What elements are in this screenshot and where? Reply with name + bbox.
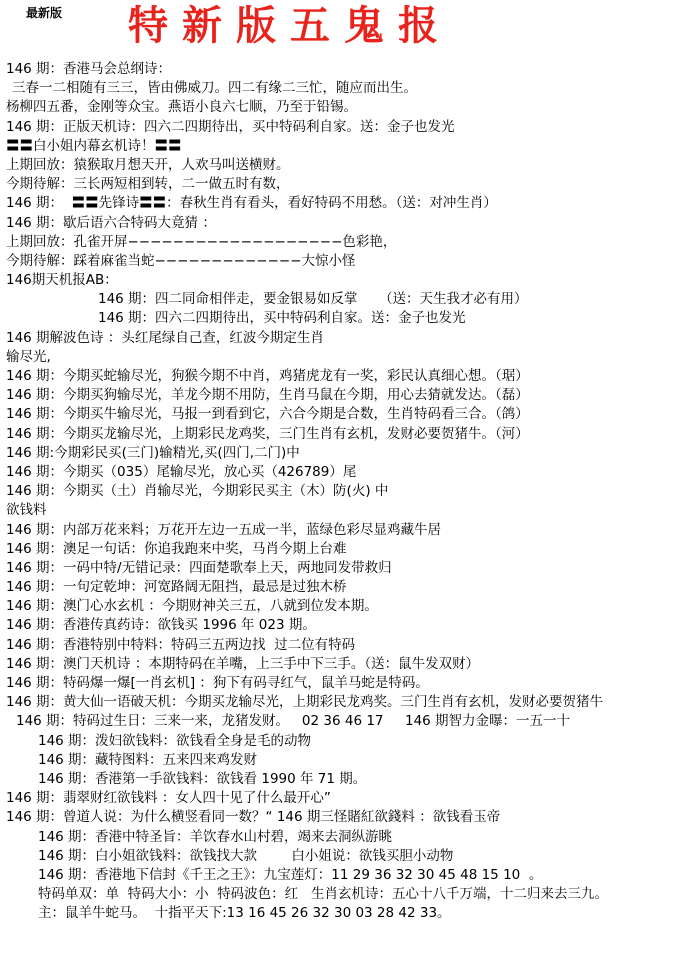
text-line-content: 146 期：歇后语六合特码大竟猜 ： (6, 214, 216, 231)
text-line-content: 146期天机报AB： (6, 272, 118, 289)
text-line-content: 146 期：香港传真药诗：欲钱买 1996 年 023 期。 (6, 617, 316, 634)
text-line-content: 今期待解：三长两短相到转，二一做五时有数， (6, 176, 290, 193)
text-line-content: 146 期：白小姐欲钱料：欲钱找大款 白小姐说：欲钱买胆小动物 (38, 847, 454, 864)
text-line (0, 885, 689, 904)
text-line-content: 146 期解波色诗 ：头红尾绿自己查，红波今期定生肖 (6, 329, 324, 346)
text-line (0, 712, 689, 731)
text-line-content: 146 期：今期买狗输尽光，羊龙今期不用防，生肖马鼠在今期，用心去猜就发达。（磊） (6, 387, 529, 404)
text-line-content: 146 期：四二同命相伴走，要金银易如反掌 （送：天生我才必有用） (98, 291, 528, 308)
text-line-content: 欲钱料 (6, 502, 47, 519)
text-line (0, 79, 689, 98)
text-line (0, 616, 689, 635)
text-line (0, 751, 689, 770)
text-line-content: 146 期：今期买龙输尽光，上期彩民龙鸡奖，三门生肖有玄机，发财必要贺猪牛。（河） (6, 425, 529, 442)
text-line (0, 847, 689, 866)
text-line (0, 252, 689, 271)
text-line (0, 808, 689, 827)
text-line-content: 146 期： 〓〓先锋诗〓〓：春秋生肖有看头，看好特码不用愁。（送：对冲生肖） (6, 195, 497, 212)
text-line-content: 〓〓白小姐内幕玄机诗！〓〓 (6, 137, 182, 154)
text-line-content: 146 期：香港第一手欲钱料：欲钱看 1990 年 71 期。 (38, 770, 367, 787)
text-line (0, 118, 689, 137)
text-line-content: 146 期：正版天机诗：四六二四期待出，买中特码利自家。送：金子也发光 (6, 118, 455, 135)
text-line (0, 501, 689, 520)
text-line-content: 上期回放：孔雀开屏−−−−−−−−−−−−−−−−−−−色彩艳， (6, 233, 397, 250)
text-line-content: 146 期:今期彩民买(三门)输精光,买(四门,二门)中 (6, 444, 300, 461)
text-line-content: 146 期：内部万花来料；万花开左边一五成一半，蓝绿色彩尽显鸡藏牛居 (6, 521, 442, 538)
text-line (0, 674, 689, 693)
text-line-content: 146 期：澳门心水玄机 ：今期财神关三五，八就到位发本期。 (6, 598, 378, 615)
text-line (0, 482, 689, 501)
text-line (0, 214, 689, 233)
text-line-content: 杨柳四五番，金刚等众宝。燕语小良六七顺，乃至于铅锡。 (6, 99, 357, 116)
text-line (0, 732, 689, 751)
text-line (0, 175, 689, 194)
text-line (0, 137, 689, 156)
text-line-content: 146 期：一句定乾坤：河宽路阔无阻挡，最忌是过独木桥 (6, 579, 347, 596)
text-line (0, 597, 689, 616)
text-line (0, 309, 689, 328)
text-line-content: 三春一二相随有三三，皆由佛威刀。四二有缘二三忙，随应而出生。 (12, 80, 417, 97)
text-line (0, 521, 689, 540)
content-body (0, 60, 689, 923)
text-line (0, 540, 689, 559)
header (0, 0, 689, 62)
text-line-content: 146 期：黄大仙一语破天机：今期买龙输尽光，上期彩民龙鸡奖。三门生肖有玄机，发财必要贺猪牛 (6, 694, 604, 711)
text-line-content: 今期待解：踩着麻雀当蛇−−−−−−−−−−−−−大惊小怪 (6, 252, 356, 269)
text-line-content: 146 期：一码中特/无错记录：四面楚歌奉上天，两地同发带救归 (6, 559, 392, 576)
text-line (0, 770, 689, 789)
text-line-content: 146 期：特码爆一爆[一肖玄机] ：狗下有码寻红气，鼠羊马蛇是特码。 (6, 675, 429, 691)
text-line-content: 146 期：香港中特圣旨：羊饮春水山村碧，竭来去洞纵游眺 (38, 828, 393, 845)
text-line-content: 146 期：今期买（035）尾输尽光，放心买（426789）尾 (6, 463, 357, 480)
text-line-content: 主：鼠羊牛蛇马。 十指平天下:13 16 45 26 32 30 03 28 42 33。 (38, 905, 451, 922)
text-line-content: 146 期：香港地下信封《千王之王》：九宝莲灯：11 29 36 32 30 45 48 15 10 。 (38, 866, 543, 883)
text-line (0, 425, 689, 444)
text-line (0, 60, 689, 79)
text-line (0, 655, 689, 674)
text-line (0, 386, 689, 405)
text-line (0, 367, 689, 386)
text-line (0, 578, 689, 597)
text-line (0, 271, 689, 290)
text-line-content: 146 期：今期买蛇输尽光，狗猴今期不中肖，鸡猪虎龙有一奖，彩民认真细心想。（琚） (6, 368, 529, 384)
text-line-content: 146 期：特码过生日：三来一来，龙猪发财。 02 36 46 17 146 期智力金曝：一五一十 (16, 713, 571, 730)
text-line (0, 636, 689, 655)
text-line-content: 146 期：翡翠财红欲钱料 ：女人四十见了什么最开心” (6, 790, 331, 807)
text-line-content: 输尽光, (6, 348, 51, 365)
text-line-content: 上期回放：猿猴取月想天开，人欢马叫送横财。 (6, 156, 290, 173)
text-line (0, 828, 689, 847)
text-line (0, 866, 689, 885)
text-line (0, 233, 689, 252)
text-line (0, 329, 689, 348)
text-line-content: 146 期：澳门天机诗 ：本期特码在羊嘴，上三手中下三手。（送：鼠牛发双财） (6, 655, 480, 672)
text-line-content: 146 期：四六二四期待出，买中特码利自家。送：金子也发光 (98, 310, 466, 327)
page-title: 特新版五鬼报 (128, 2, 452, 49)
text-line (0, 405, 689, 424)
text-line-content: 146 期：香港特别中特料：特码三五两边找 过二位有特码 (6, 636, 356, 653)
text-line-content: 146 期：今期买牛输尽光，马报一到看到它，六合今期是合数，生肖特码看三合。（鸽） (6, 406, 529, 423)
text-line (0, 98, 689, 117)
text-line (0, 789, 689, 808)
text-line (0, 156, 689, 175)
text-line-content: 146 期：曾道人说：为什么横竖看同一数？“ 146 期三怪賭紅欲錢料 ：欲钱看玉帝 (6, 809, 501, 826)
text-line-content: 146 期：香港马会总纲诗： (6, 61, 172, 77)
text-line (0, 194, 689, 213)
text-line-content: 146 期：澳足一句话：你追我跑来中奖，马肖今期上台难 (6, 540, 347, 557)
text-line (0, 904, 689, 923)
text-line (0, 348, 689, 367)
text-line-content: 146 期：今期买（土）肖输尽光，今期彩民买主（木）防(火) 中 (6, 483, 389, 500)
text-line-content: 146 期：泼妇欲钱料：欲钱看全身是毛的动物 (38, 732, 312, 749)
text-line (0, 444, 689, 463)
text-line (0, 559, 689, 578)
text-line (0, 693, 689, 712)
edition-label: 最新版 (26, 6, 63, 20)
text-line (0, 463, 689, 482)
text-line (0, 290, 689, 309)
text-line-content: 特码单双：单 特码大小：小 特码波色：红 生肖玄机诗：五心十八千万端，十二归来去三九。 (38, 886, 609, 903)
text-line-content: 146 期：藏特图料：五来四来鸡发财 (38, 751, 258, 768)
